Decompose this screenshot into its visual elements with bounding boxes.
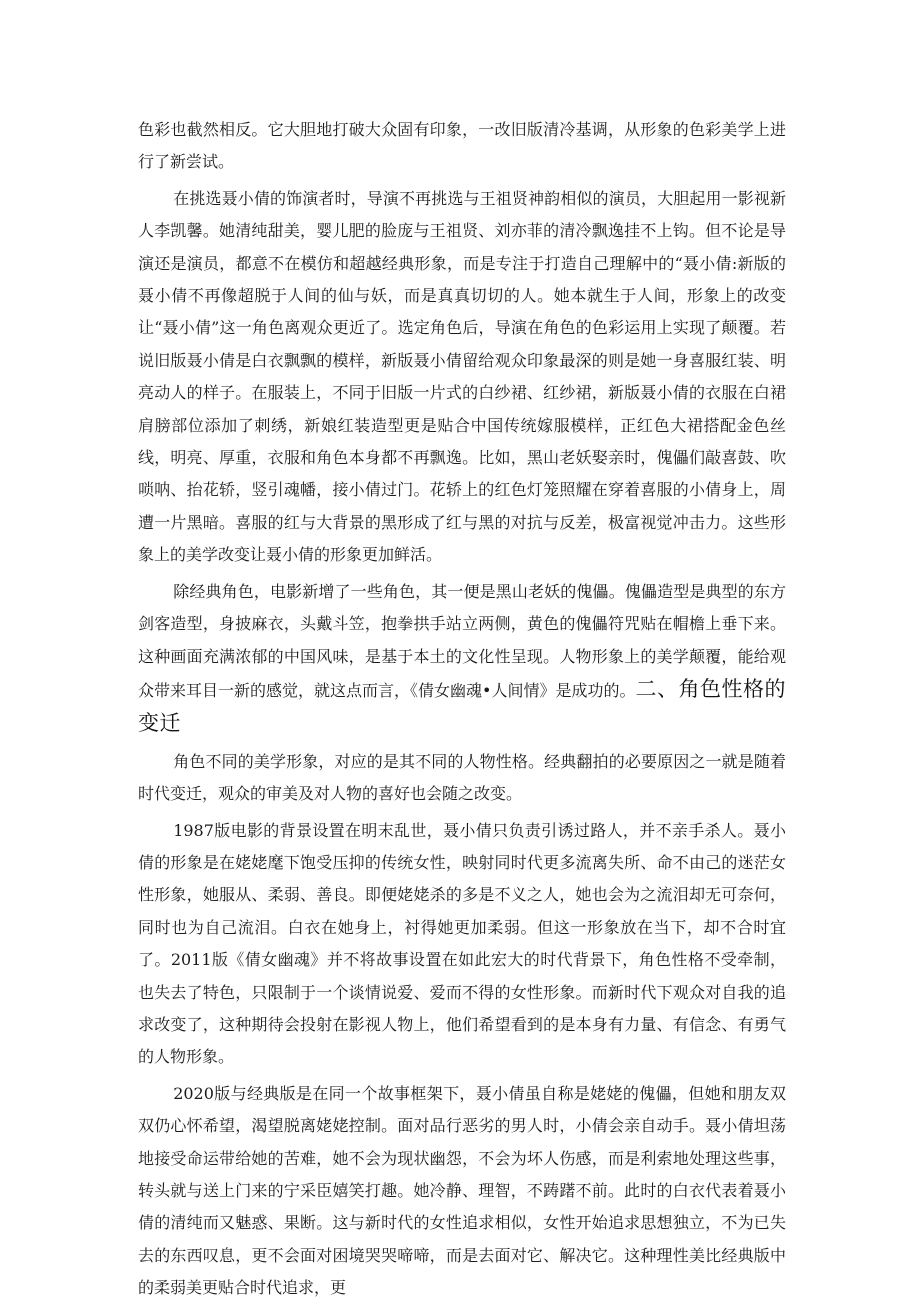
paragraph-casting: 在挑选聂小倩的饰演者时，导演不再挑选与王祖贤神韵相似的演员，大胆起用一影视新人李凯馨。她清纯甜美，婴儿肥的脸庞与王祖贤、刘亦菲的清冷飘逸挂不上钩。但不论是导演还是演员，都意不在模仿和超越经典形象，而是专注于打造自己理解中的“聂小倩:新版的聂小倩不再像超脱于人间的仙与妖，而是真真切切的人。她本就生于人间，形象上的改变让“聂小倩”这一角色离观众更近了。选定角色后，导演在角色的色彩运用上实现了颠覆。若说旧版聂小倩是白衣飘飘的模样，新版聂小倩留给观众印象最深的则是她一身喜服红装、明亮动人的样子。在服装上，不同于旧版一片式的白纱裙、红纱裙，新版聂小倩的衣服在白裙肩膀部位添加了刺绣，新娘红装造型更是贴合中国传统嫁服模样，正红色大裙搭配金色丝线，明亮、厚重，衣服和角色本身都不再飘逸。比如，黑山老妖娶亲时，傀儡们敲喜鼓、吹唢呐、抬花轿，竖引魂幡，接小倩过门。花轿上的红色灯笼照耀在穿着喜服的小倩身上，周遭一片黑暗。喜服的红与大背景的黑形成了红与黑的对抗与反差，极富视觉冲击力。这些形象上的美学改变让聂小倩的形象更加鲜活。 [138, 188, 786, 565]
paragraph-2020-version: 2020版与经典版是在同一个故事框架下，聂小倩虽自称是姥姥的傀儡，但她和朋友双双仍心怀希望，渴望脱离姥姥控制。面对品行恶劣的男人时，小倩会亲自动手。聂小倩坦荡地接受命运带给她的苦难，她不会为现状幽怨，不会为坏人伤感，而是利索地处理这些事，转头就与送上门来的宁采臣嬉笑打趣。她冷静、理智，不踌躇不前。此时的白衣代表着聂小倩的清纯而又魅惑、果断。这与新时代的女性追求相似，女性开始追求思想独立，不为已失去的东西叹息，更不会面对困境哭哭啼啼，而是去面对它、解决它。这种理性美比经典版中的柔弱美更贴合时代追求，更 [138, 1083, 786, 1298]
body-text [138, 114, 786, 1305]
paragraph-new-characters [138, 576, 786, 742]
paragraph-personality-intro: 角色不同的美学形象，对应的是其不同的人物性格。经典翻拍的必要原因之一就是随着时代变迁，观众的审美及对人物的喜好也会随之改变。 [138, 751, 786, 804]
paragraph-1987-version: 1987版电影的背景设置在明末乱世，聂小倩只负责引诱过路人，并不亲手杀人。聂小倩的形象是在姥姥麾下饱受压抑的传统女性，映射同时代更多流离失所、命不由己的迷茫女性形象，她服从、柔弱、善良。即便姥姥杀的多是不义之人，她也会为之流泪却无可奈何，同时也为自己流泪。白衣在她身上，衬得她更加柔弱。但这一形象放在当下，却不合时宜了。2011版《倩女幽魂》并不将故事设置在如此宏大的时代背景下，角色性格不受牵制，也失去了特色，只限制于一个谈情说爱、爱而不得的女性形象。而新时代下观众对自我的追求改变了，这种期待会投射在影视人物上，他们希望看到的是本身有力量、有信念、有勇气的人物形象。 [138, 820, 786, 1067]
section-heading: 二、角色性格的变迁 [138, 676, 786, 736]
paragraph-new-characters-text: 除经典角色，电影新增了一些角色，其一便是黑山老妖的傀儡。傀儡造型是典型的东方剑客造型，身披麻衣，头戴斗笠，抱拳拱手站立两侧，黄色的傀儡符咒贴在帽檐上垂下来。这种画面充满浓郁的中国风味，是基于本土的文化性呈现。人物形象上的美学颠覆，能给观众带来耳目一新的感觉，就这点而言，《倩女幽魂•人间情》是成功的。 [138, 581, 786, 700]
paragraph-color-aesthetics-end: 色彩也截然相反。它大胆地打破大众固有印象，一改旧版清冷基调，从形象的色彩美学上进行了新尝试。 [138, 120, 786, 172]
